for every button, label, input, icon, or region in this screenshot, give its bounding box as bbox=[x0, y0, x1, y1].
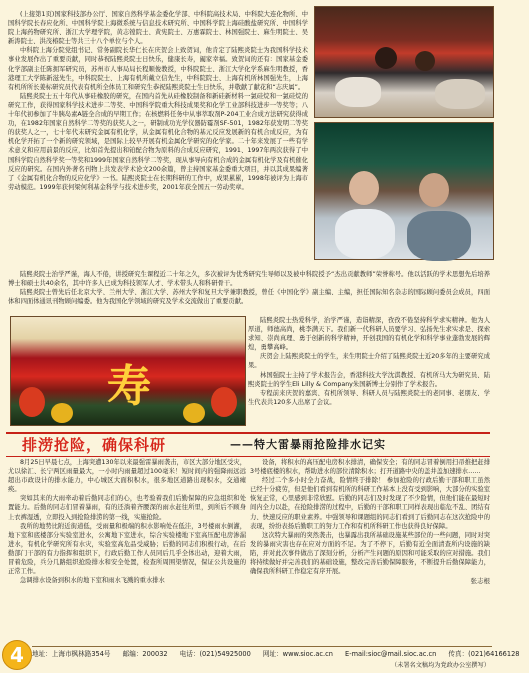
photo-banquet-stage bbox=[314, 6, 494, 118]
article-author: 张志根 bbox=[470, 577, 490, 586]
paragraph: 庆贺会上陆熙炎院士的学生，来生明院士介绍了陆熙炎院士近20多年的主要研究成果。 bbox=[248, 353, 490, 370]
paragraph: 中科院上海分院党组书记、常务副院长华仁长在庆贺会上致贺词，他肯定了陆熙炎院士为我国科学技术事业发展作出了重要贡献，同时恭祝陆熙炎院士日快乐，健康长寿，阖家幸福。致贺词的还有：国家基金委化学部副主任陈拥军研究员，苏州市人事局局长程顺俊教授，中科院院士、浙江大学化学系麻生明教授，香港理工大学陈新滋先生，中科院院士、上海有机所戴立信先生，中科院院士、上海有机所林国强先生，上海有机所所长姜标研究员代表有机所全体员工和研究生恭祝陆熙炎院士生日快乐，并敬献了献花和“志庆属”。 bbox=[8, 47, 308, 91]
footnote: （未署名文稿均为党政办公室撰写） bbox=[391, 662, 490, 669]
article-column-right-middle bbox=[248, 316, 490, 424]
footer-website[interactable]: 网址：www.sioc.ac.cn bbox=[262, 650, 333, 658]
article-subheadline: ——特大雷暴雨抢险排水记实 bbox=[230, 438, 386, 451]
paragraph: 陆熙炎院士治学严谨，海人不倦，讲授研究生课程近二十年之久，多次被评为优秀研究生导师以及被中科院授予“杰出贡献教师”荣誉称号。他以活跃的学术思想先后培养博士和硕士共40余名，其中许多人已成为科技领军人才、学术带头人和科研骨干。 bbox=[8, 271, 490, 288]
paragraph: 陆熙炎院士五十年代从事硅橡胶的研究，在国内首先从硅橡胶制备和新硅新材料一氯硅烷和一氯硅烷的研究工作，获得国家科学技术进步二等奖、中国科学院重大科技成果奖和化学工业部科技进步一等奖等；八十年代初参加了牛胰岛素A链全合成的早期工作；在核燃料任务中从事萃取剂P-204工业合成方法研究获得成功，在1982年国家自然科学二等奖的获奖人之一，研制成功光学仪器防霉剂SF-501，1982年获发明二等奖的获奖人之一，七十年代末研究金属有机化学，从金属有机化合物的基元反应发展新的有机合成反应，为有机化学开拓了一个新的研究领域，是国际上较早开展有机金属化学研究的化学家。二十年来发展了一些有学术意义和应用前景的反应，比如首先提出和铂配合物为原料的合成反应研究，1991、1997年两次获得了中国科学院自然科学奖一等奖和1999年国家自然科学二等奖，现从事导向有机合成的金属有机化学及有机催化反应的研究。在国内外著名刊物上共发表学术论文200余篇，曾主持国家基金委重大项目，并以其成果编著了《金属有机化合物的反应化学》一书。陆熙炎院士在长期科研的工作中，成果累累，1998年被评为上海市劳动模范。1999年获何梁何利基金科学与技术进步奖，2001年获全国五一劳动奖章。 bbox=[8, 92, 308, 191]
footer-contact bbox=[32, 648, 520, 660]
footer-postcode: 邮编：200032 bbox=[122, 650, 168, 658]
article-column-bottom-left bbox=[8, 458, 246, 640]
footer-phone: 电话：(021)54925000 bbox=[179, 650, 251, 658]
paragraph: 陆熙炎院士曾先后任北京大学、兰州大学、浙江大学、苏州大学和复旦大学兼职教授，曾任《中国化学》副主编、主编，担任国际知名杂志的国际顾问委员会成员，四面体和四面体通讯刊物顾问编委。他为我国化学领域的研究及学术交流做出了重要贡献。 bbox=[8, 289, 490, 306]
article-headline: 排涝抢险，确保科研 bbox=[22, 436, 167, 454]
paragraph: 林国强院士主持了学术报告会，香港科技大学沈淇教授、有机所马大为研究员、陆熙炎院士的学生Eli Lilly & Company朱国新博士分别作了学术报告。 bbox=[248, 371, 490, 388]
paragraph: 陆熙炎院士热爱科学，治学严谨，造诣精深，孜孜不倦坚持科学求实精神。他为人厚道，师德高尚，桃李满天下。我们新一代科研人员要学习、弘扬先生求实求是、探索求知、崇尚真理、勇于创新的科学精神，开创我国的有机化学和科学事业蓬勃发展的辉煌，勇攀高峰。 bbox=[248, 317, 490, 352]
paragraph: 经过二个多小时全力奋战，险情终于排除！ 参加抢险的行政后勤干部和职工虽然已经十分疲劳，但是他们看到有机所的科研工作基本上没有受到影响，大部分的实验室恢复正常，心里感到非常欣慰。后勤的同志们及时发现了不少险情，但他们能在最短时间内全力以赴，在抢险排涝的过程中，后勤的干部和职工同样表现出临危不乱、团结有力、快速反应的职业素养。中强领导和课题组的同志们看到了后勤同志在这次抢险中的表现，纷纷表扬后勤职工的努力工作和有机所科研工作也获得良好保障。 bbox=[250, 477, 490, 530]
photo-guests-seated bbox=[314, 122, 494, 260]
paragraph: 突如其来的大雨牵动着后勤同志们的心，也考验着我们后勤保障的应急组织和处置能力。后勤的同志们冒着暴雨，有的还淌着齐腰深的雨水赶往所里，到所后不顾身上衣裤湿透，立即投入到抢险排涝的第一线，实施抢险。 bbox=[8, 495, 246, 521]
footer-email[interactable]: E-mail:sioc@mail.sioc.ac.cn bbox=[345, 650, 437, 658]
paragraph: 急调排水设备到积水的地下室和雨水飞溅的重水排水 bbox=[20, 577, 165, 585]
page-number: 4 bbox=[2, 640, 32, 670]
paragraph: 这次特大暴雨的突然袭击，也暴露出我所基础设施某些部位的一些问题，同时对突发的暴雨灾害也存在应对方面的不足。为了不停下，后勤有近全面清查所内设施的缺陷，并对此次事件做出了深刻分析，分析产生问题的原因和可能采取的应对措施。我们将持续做好并完善我们的基础设施，整改完善后勤保障服务，不断提升后勤保障能力，确保我所科研工作稳定有序开展。 bbox=[250, 531, 490, 576]
footer-divider bbox=[32, 646, 492, 647]
article-column-bottom-right bbox=[250, 458, 490, 640]
paragraph: 设备，将积水的高压配电房积水排清，确保安全；有的同志冒着倒用扫帚推把赶排3号楼底楼的积水，帮助进水的部位清除积水；打开道路中央的盖井盖加速排水…… bbox=[250, 459, 490, 476]
paragraph: (上接第1页)国家科技部办公厅、国家自然科学基金委化学部、中科院高技术局、中科院大连化物所、中国科学院长春应化所、中国科学院上海微系统与信息技术研究所、中国科学院上海硅酸盐研究所、中国科学院上海药物研究所、浙江大学理学院，黄志镗院士、黄宪院士、万惠霖院士、林国强院士、麻生明院士、吴新涛院士、洪茂椿院士等共三十八个单位与个人。 bbox=[8, 11, 308, 46]
paragraph: 我所的地势比附近街道低，受雨量和极端的积水影响处在低洼，3号楼雨水倒灌，地下室和底楼部分实验室进水，公寓地下室进水，综合实验楼地下室高压配电房渗漏进水，有机化学研究所有水灾，实验室高危品受威胁；后勤的同志们积极行动，在后勤部门干部的有力指挥和组织下，行政后勤工作人员同后几乎全体出动，迎着大雨，冒着危险，兵分几路组织抢险排水和安全处置，检查所周围渠情况，保证公共设施的正常工作。 bbox=[8, 522, 246, 576]
article-column-top-left bbox=[8, 10, 308, 268]
longevity-character: 寿 bbox=[107, 361, 151, 412]
paragraph: 8月25日早晨七点，上海突遭130年以来最强雷暴雨袭击，市区大部分地区受灾，尤以徐汇、长宁两区雨量最大，一小时内雨量超过100毫米！短时间内的强降雨远远超出市政设计的排水能力，中心城区大面积积水，很多地区道路出现积水，交通瘫痪。 bbox=[8, 459, 246, 494]
footer-address: 地址：上海市枫林路354号 bbox=[32, 650, 111, 658]
photo-celebration-stage bbox=[10, 316, 246, 426]
footer-fax: 传真：(021)64166128 bbox=[448, 650, 520, 658]
paragraph: 专程前来庆贺的嘉宾、有机所领导、科研人员与陆熙炎院士的老同事、老朋友、学生代表共120多人出席了会议。 bbox=[248, 389, 490, 406]
article-full-width-middle bbox=[8, 270, 490, 314]
